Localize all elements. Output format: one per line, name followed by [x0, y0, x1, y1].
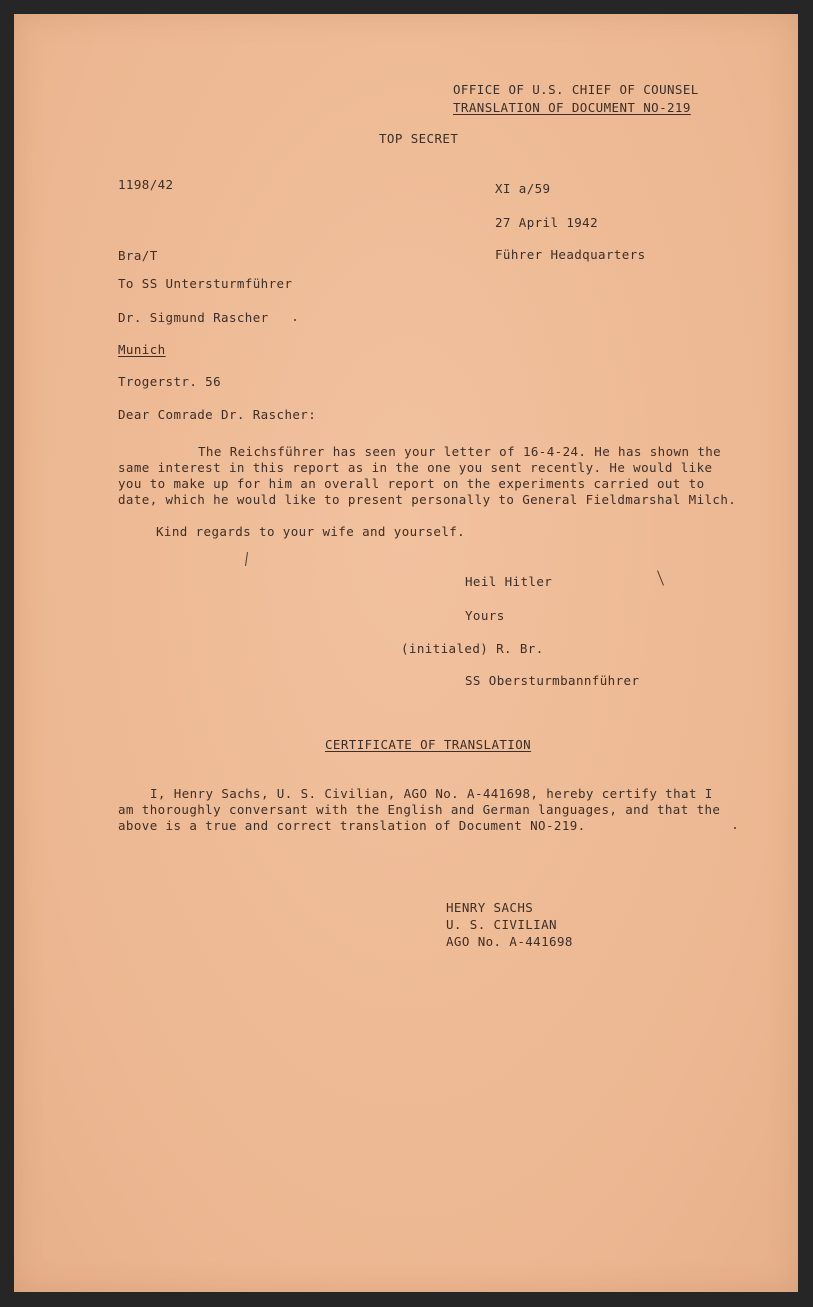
pen-mark: [245, 552, 248, 566]
ink-dot: [294, 319, 296, 321]
office-header: OFFICE OF U.S. CHIEF OF COUNSEL: [453, 82, 699, 97]
signature-line: (initialed) R. Br.: [401, 641, 544, 656]
certificate-title: CERTIFICATE OF TRANSLATION: [325, 737, 532, 752]
letter-body-line: you to make up for him an overall report on the experiments carried out to: [118, 476, 705, 491]
certifier-ago: AGO No. A-441698: [446, 934, 573, 949]
file-reference: XI a/59: [495, 181, 551, 196]
regards-line: Kind regards to your wife and yourself.: [156, 524, 466, 539]
signer-rank: SS Obersturmbannführer: [465, 673, 640, 688]
reference-number: 1198/42: [118, 177, 174, 192]
letter-date: 27 April 1942: [495, 215, 599, 230]
ink-dot: [734, 827, 736, 829]
certificate-body-line: I, Henry Sachs, U. S. Civilian, AGO No. A-441698, hereby certify that I: [150, 786, 713, 801]
letter-place: Führer Headquarters: [495, 247, 646, 262]
classification-label: TOP SECRET: [379, 131, 459, 146]
certificate-body-line: am thoroughly conversant with the English and German languages, and that the: [118, 802, 721, 817]
salutation: Dear Comrade Dr. Rascher:: [118, 407, 317, 422]
document-translation-header: TRANSLATION OF DOCUMENT NO-219: [453, 100, 691, 115]
initials-reference: Bra/T: [118, 248, 158, 263]
recipient-name: Dr. Sigmund Rascher: [118, 310, 269, 325]
certificate-body: [118, 786, 720, 834]
pen-mark: [657, 570, 664, 585]
letter-body-line: The Reichsführer has seen your letter of 16-4-24. He has shown the: [198, 444, 722, 459]
closing-line: Heil Hitler: [465, 574, 553, 589]
certifier-name: HENRY SACHS: [446, 900, 534, 915]
letter-body: [118, 444, 736, 508]
yours-line: Yours: [465, 608, 505, 623]
certificate-body-line: above is a true and correct translation of Document NO-219.: [118, 818, 586, 833]
recipient-street: Trogerstr. 56: [118, 374, 222, 389]
document-page: [14, 14, 798, 1292]
letter-body-line: date, which he would like to present personally to General Fieldmarshal Milch.: [118, 492, 737, 507]
letter-body-line: same interest in this report as in the one you sent recently. He would like: [118, 460, 713, 475]
recipient-city: Munich: [118, 342, 166, 357]
recipient-rank: To SS Untersturmführer: [118, 276, 293, 291]
certifier-status: U. S. CIVILIAN: [446, 917, 557, 932]
